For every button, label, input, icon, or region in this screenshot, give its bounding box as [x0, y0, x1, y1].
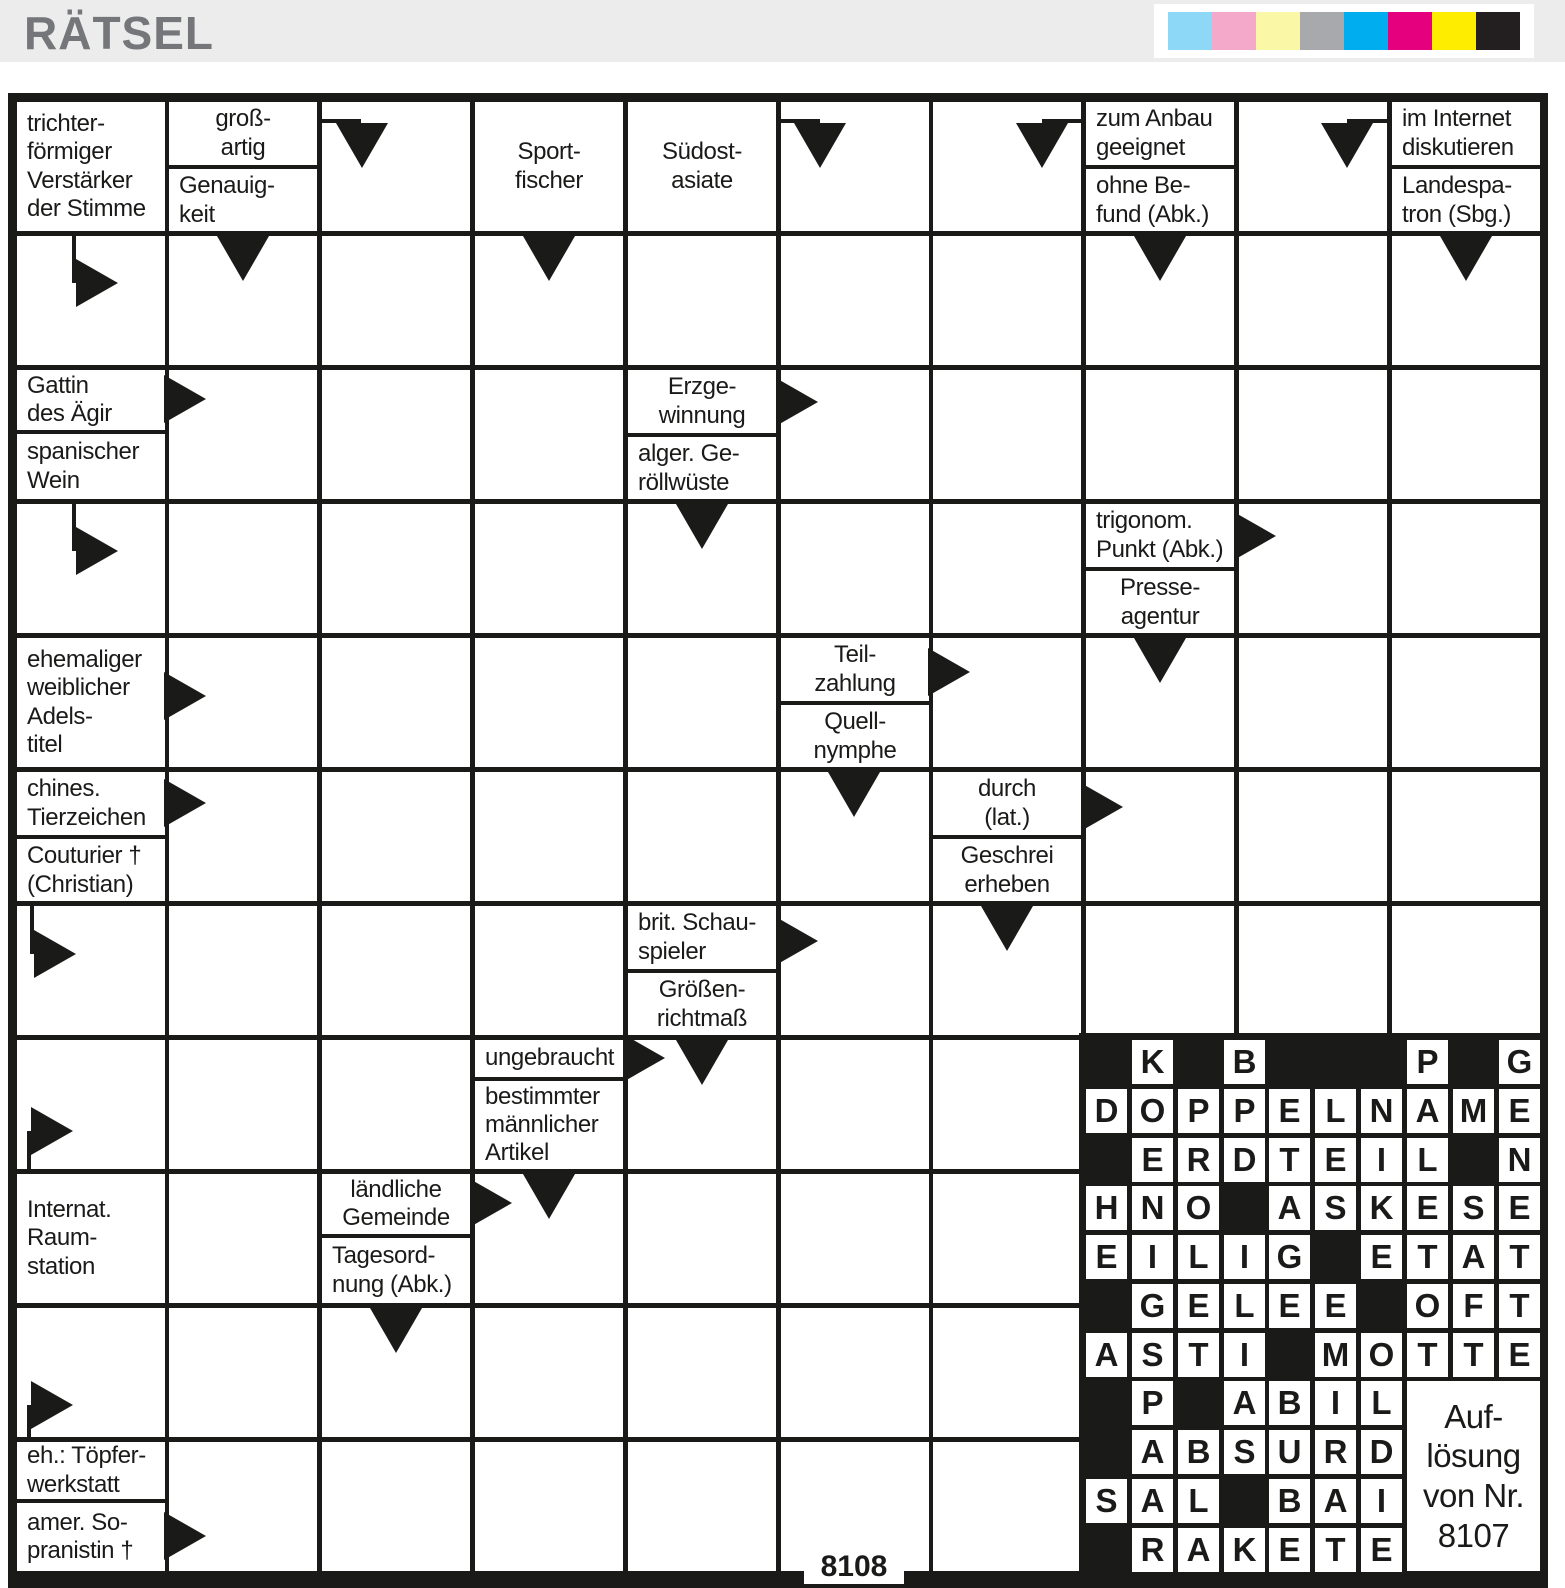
solution-cell: R	[1178, 1138, 1219, 1182]
right-arrow-icon	[776, 917, 818, 965]
answer-cell[interactable]	[1392, 772, 1540, 901]
solution-note: Auf- lösung von Nr. 8107	[1407, 1381, 1540, 1571]
answer-cell[interactable]	[933, 370, 1081, 499]
solution-cell: S	[1224, 1430, 1265, 1474]
answer-cell[interactable]	[322, 370, 470, 499]
solution-cell: A	[1178, 1528, 1219, 1572]
solution-cell: B	[1269, 1381, 1310, 1425]
answer-cell[interactable]	[322, 772, 470, 901]
clue-text: Sport- fischer	[515, 138, 583, 194]
solution-cell: S	[1453, 1186, 1494, 1230]
answer-cell[interactable]	[1392, 370, 1540, 499]
answer-cell[interactable]	[628, 1174, 776, 1303]
bent-right-arrow-icon	[31, 1381, 73, 1429]
down-arrow-icon	[217, 236, 269, 281]
clue-cell	[475, 102, 623, 231]
clue-text: eh.: Töpfer- werkstatt	[27, 1442, 146, 1498]
clue-text: durch (lat.)	[977, 775, 1037, 831]
answer-cell[interactable]	[169, 1174, 317, 1303]
clue-cell	[781, 638, 929, 767]
answer-cell[interactable]	[1392, 504, 1540, 633]
answer-cell[interactable]	[322, 1040, 470, 1169]
answer-cell[interactable]	[1239, 370, 1387, 499]
solution-cell: E	[1315, 1284, 1356, 1328]
solution-cell: E	[1499, 1089, 1540, 1133]
print-color-calibration-bar	[1154, 4, 1534, 58]
clue-text: trigonom. Punkt (Abk.)	[1096, 507, 1224, 563]
clue-cell	[933, 772, 1081, 901]
down-arrow-icon	[1134, 638, 1186, 683]
clue-text: amer. So- pranistin †	[27, 1508, 134, 1564]
down-arrow-icon	[981, 906, 1033, 951]
solution-cell: P	[1224, 1089, 1265, 1133]
clue-text: alger. Ge- röllwüste	[638, 440, 740, 496]
answer-cell[interactable]	[933, 1442, 1081, 1571]
solution-cell: I	[1224, 1235, 1265, 1279]
answer-cell[interactable]	[1239, 236, 1387, 365]
solution-cell: P	[1178, 1089, 1219, 1133]
clue-cell	[17, 370, 165, 499]
answer-cell[interactable]	[1239, 638, 1387, 767]
clue-cell	[322, 1174, 470, 1303]
solution-cell: N	[1361, 1089, 1402, 1133]
answer-cell[interactable]	[475, 370, 623, 499]
color-swatch-3	[1256, 12, 1300, 50]
clue-text: Genauig- keit	[179, 172, 275, 228]
answer-cell[interactable]	[169, 906, 317, 1035]
solution-cell: E	[1132, 1138, 1173, 1182]
clue-text: trichter- förmiger Verstärker der Stimme	[27, 110, 146, 222]
down-arrow-icon	[1440, 236, 1492, 281]
down-arrow-icon	[1134, 236, 1186, 281]
solution-cell: T	[1407, 1333, 1448, 1377]
answer-cell[interactable]	[322, 504, 470, 633]
solution-cell: D	[1086, 1089, 1127, 1133]
solution-cell: E	[1315, 1138, 1356, 1182]
bent-down-arrow-icon	[1321, 123, 1373, 168]
solution-cell: R	[1315, 1430, 1356, 1474]
color-swatch-6	[1388, 12, 1432, 50]
bent-right-arrow-icon	[76, 259, 118, 307]
solution-cell: I	[1224, 1333, 1265, 1377]
answer-cell[interactable]	[475, 638, 623, 767]
answer-cell[interactable]	[628, 1442, 776, 1571]
solution-cell: E	[1361, 1528, 1402, 1572]
solution-cell: E	[1269, 1284, 1310, 1328]
down-arrow-icon	[523, 236, 575, 281]
solution-cell: E	[1499, 1333, 1540, 1377]
solution-cell: A	[1269, 1186, 1310, 1230]
answer-cell[interactable]	[1086, 906, 1234, 1035]
bent-down-arrow-icon	[1016, 123, 1068, 168]
solution-cell: M	[1315, 1333, 1356, 1377]
solution-cell: K	[1132, 1040, 1173, 1084]
clue-text: bestimmter männlicher Artikel	[485, 1082, 600, 1167]
clue-cell	[1392, 102, 1540, 231]
solution-cell: T	[1178, 1333, 1219, 1377]
answer-cell[interactable]	[781, 1308, 929, 1437]
solution-cell: D	[1361, 1430, 1402, 1474]
clue-text: Erzge- winnung	[658, 373, 746, 429]
solution-cell: A	[1315, 1479, 1356, 1523]
clue-text: Landespa- tron (Sbg.)	[1402, 172, 1512, 228]
clue-text: Tagesord- nung (Abk.)	[332, 1242, 452, 1298]
solution-cell: N	[1499, 1138, 1540, 1182]
answer-cell[interactable]	[169, 504, 317, 633]
solution-cell: A	[1224, 1381, 1265, 1425]
answer-cell[interactable]	[628, 1308, 776, 1437]
answer-cell[interactable]	[933, 1174, 1081, 1303]
right-arrow-icon	[928, 648, 970, 696]
clue-cell	[17, 772, 165, 901]
down-arrow-icon	[370, 1308, 422, 1353]
right-arrow-icon	[1234, 512, 1276, 560]
solution-cell: E	[1269, 1089, 1310, 1133]
solution-cell: E	[1407, 1186, 1448, 1230]
bent-right-arrow-icon	[76, 527, 118, 575]
down-arrow-icon	[828, 772, 880, 817]
clue-text: chines. Tierzeichen	[27, 775, 146, 831]
clue-cell	[17, 638, 165, 767]
solution-cell: G	[1132, 1284, 1173, 1328]
solution-cell: E	[1269, 1528, 1310, 1572]
answer-cell[interactable]	[1392, 906, 1540, 1035]
answer-cell[interactable]	[781, 236, 929, 365]
clue-cell	[628, 370, 776, 499]
bent-right-arrow-icon	[31, 1107, 73, 1155]
solution-cell: R	[1132, 1528, 1173, 1572]
solution-cell: S	[1315, 1186, 1356, 1230]
answer-cell[interactable]	[475, 1308, 623, 1437]
crossword-grid	[8, 93, 1548, 1588]
color-swatch-8	[1476, 12, 1520, 50]
answer-cell[interactable]	[628, 638, 776, 767]
color-swatch-5	[1344, 12, 1388, 50]
clue-text: ungebraucht	[485, 1044, 615, 1072]
color-swatch-1	[1168, 12, 1212, 50]
solution-cell: A	[1407, 1089, 1448, 1133]
answer-cell[interactable]	[169, 1308, 317, 1437]
clue-cell	[17, 1174, 165, 1303]
solution-cell: G	[1269, 1235, 1310, 1279]
color-swatch-7	[1432, 12, 1476, 50]
answer-cell[interactable]	[781, 1174, 929, 1303]
solution-cell: B	[1269, 1479, 1310, 1523]
clue-cell	[628, 906, 776, 1035]
clue-cell	[1086, 102, 1234, 231]
clue-text: Quell- nymphe	[813, 708, 897, 764]
solution-cell: E	[1361, 1235, 1402, 1279]
solution-cell: L	[1315, 1089, 1356, 1133]
page-title: RÄTSEL	[24, 7, 214, 59]
solution-cell: L	[1361, 1381, 1402, 1425]
solution-cell: N	[1132, 1186, 1173, 1230]
solution-cell: A	[1132, 1430, 1173, 1474]
answer-cell[interactable]	[933, 1308, 1081, 1437]
answer-cell[interactable]	[933, 504, 1081, 633]
clue-cell	[475, 1040, 623, 1169]
solution-cell: I	[1361, 1479, 1402, 1523]
clue-text: Geschrei erheben	[960, 842, 1054, 898]
down-arrow-icon	[523, 1174, 575, 1219]
color-swatch-2	[1212, 12, 1256, 50]
answer-cell[interactable]	[933, 236, 1081, 365]
solution-cell: T	[1269, 1138, 1310, 1182]
clue-cell	[17, 1442, 165, 1571]
solution-cell: T	[1315, 1528, 1356, 1572]
solution-cell: I	[1361, 1138, 1402, 1182]
clue-text: ländliche Gemeinde	[342, 1175, 450, 1231]
right-arrow-icon	[164, 672, 206, 720]
answer-cell[interactable]	[628, 772, 776, 901]
answer-cell[interactable]	[169, 1040, 317, 1169]
solution-cell: D	[1224, 1138, 1265, 1182]
solution-cell: A	[1132, 1479, 1173, 1523]
solution-cell: S	[1086, 1479, 1127, 1523]
clue-cell	[628, 102, 776, 231]
answer-cell[interactable]	[475, 772, 623, 901]
solution-cell: P	[1407, 1040, 1448, 1084]
right-arrow-icon	[164, 1512, 206, 1560]
clue-cell	[169, 102, 317, 231]
solution-cell: P	[1132, 1381, 1173, 1425]
clue-text: Südost- asiate	[662, 138, 742, 194]
answer-cell[interactable]	[475, 906, 623, 1035]
solution-cell: U	[1269, 1430, 1310, 1474]
down-arrow-icon	[676, 1040, 728, 1085]
clue-cell	[17, 102, 165, 231]
solution-cell: L	[1407, 1138, 1448, 1182]
answer-cell[interactable]	[781, 1040, 929, 1169]
answer-cell[interactable]	[933, 1040, 1081, 1169]
solution-cell: T	[1407, 1235, 1448, 1279]
answer-cell[interactable]	[781, 504, 929, 633]
answer-cell[interactable]	[475, 1442, 623, 1571]
answer-cell[interactable]	[322, 906, 470, 1035]
clue-text: ohne Be- fund (Abk.)	[1096, 172, 1209, 228]
puzzle-number: 8108	[804, 1552, 904, 1584]
answer-cell[interactable]	[1239, 906, 1387, 1035]
solution-cell: T	[1499, 1284, 1540, 1328]
right-arrow-icon	[776, 378, 818, 426]
solution-cell: O	[1178, 1186, 1219, 1230]
bent-right-arrow-icon	[34, 930, 76, 978]
solution-cell: E	[1499, 1186, 1540, 1230]
answer-cell[interactable]	[1392, 638, 1540, 767]
right-arrow-icon	[470, 1179, 512, 1227]
bent-down-arrow-icon	[336, 123, 388, 168]
bent-down-arrow-icon	[794, 123, 846, 168]
solution-cell: E	[1086, 1235, 1127, 1279]
solution-cell: B	[1224, 1040, 1265, 1084]
solution-cell: I	[1315, 1381, 1356, 1425]
solution-cell: M	[1453, 1089, 1494, 1133]
solution-cell: K	[1361, 1186, 1402, 1230]
clue-text: Teil- zahlung	[814, 641, 896, 697]
solution-cell: A	[1086, 1333, 1127, 1377]
solution-cell: O	[1132, 1089, 1173, 1133]
solution-cell: B	[1178, 1430, 1219, 1474]
right-arrow-icon	[164, 779, 206, 827]
answer-cell[interactable]	[322, 236, 470, 365]
right-arrow-icon	[164, 375, 206, 423]
solution-cell: H	[1086, 1186, 1127, 1230]
right-arrow-icon	[623, 1034, 665, 1082]
answer-cell[interactable]	[475, 504, 623, 633]
right-arrow-icon	[1081, 783, 1123, 831]
solution-cell: O	[1361, 1333, 1402, 1377]
solution-cell: A	[1453, 1235, 1494, 1279]
answer-cell[interactable]	[1239, 772, 1387, 901]
color-swatch-4	[1300, 12, 1344, 50]
clue-text: Größen- richtmaß	[656, 976, 748, 1032]
answer-cell[interactable]	[1086, 370, 1234, 499]
solution-cell: O	[1407, 1284, 1448, 1328]
solution-cell: S	[1132, 1333, 1173, 1377]
solution-cell: L	[1224, 1284, 1265, 1328]
clue-text: Internat. Raum- station	[27, 1196, 112, 1280]
answer-cell[interactable]	[322, 638, 470, 767]
clue-text: im Internet diskutieren	[1402, 105, 1514, 161]
clue-text: spanischer Wein	[27, 438, 140, 494]
solution-cell: K	[1224, 1528, 1265, 1572]
clue-text: groß- artig	[215, 105, 271, 161]
clue-text: brit. Schau- spieler	[638, 909, 756, 965]
clue-text: Couturier † (Christian)	[27, 842, 142, 898]
clue-text: Gattin des Ägir	[27, 371, 112, 427]
clue-text: zum Anbau geeignet	[1096, 105, 1213, 161]
solution-cell: F	[1453, 1284, 1494, 1328]
clue-text: ehemaliger weiblicher Adels- titel	[27, 646, 142, 758]
solution-cell: G	[1499, 1040, 1540, 1084]
down-arrow-icon	[676, 504, 728, 549]
solution-cell: T	[1499, 1235, 1540, 1279]
solution-cell: T	[1453, 1333, 1494, 1377]
solution-cell: L	[1178, 1479, 1219, 1523]
clue-cell	[1086, 504, 1234, 633]
solution-cell: E	[1178, 1284, 1219, 1328]
answer-cell[interactable]	[322, 1442, 470, 1571]
solution-cell: L	[1178, 1235, 1219, 1279]
clue-text: Presse- agentur	[1120, 574, 1200, 630]
solution-cell: I	[1132, 1235, 1173, 1279]
answer-cell[interactable]	[628, 236, 776, 365]
